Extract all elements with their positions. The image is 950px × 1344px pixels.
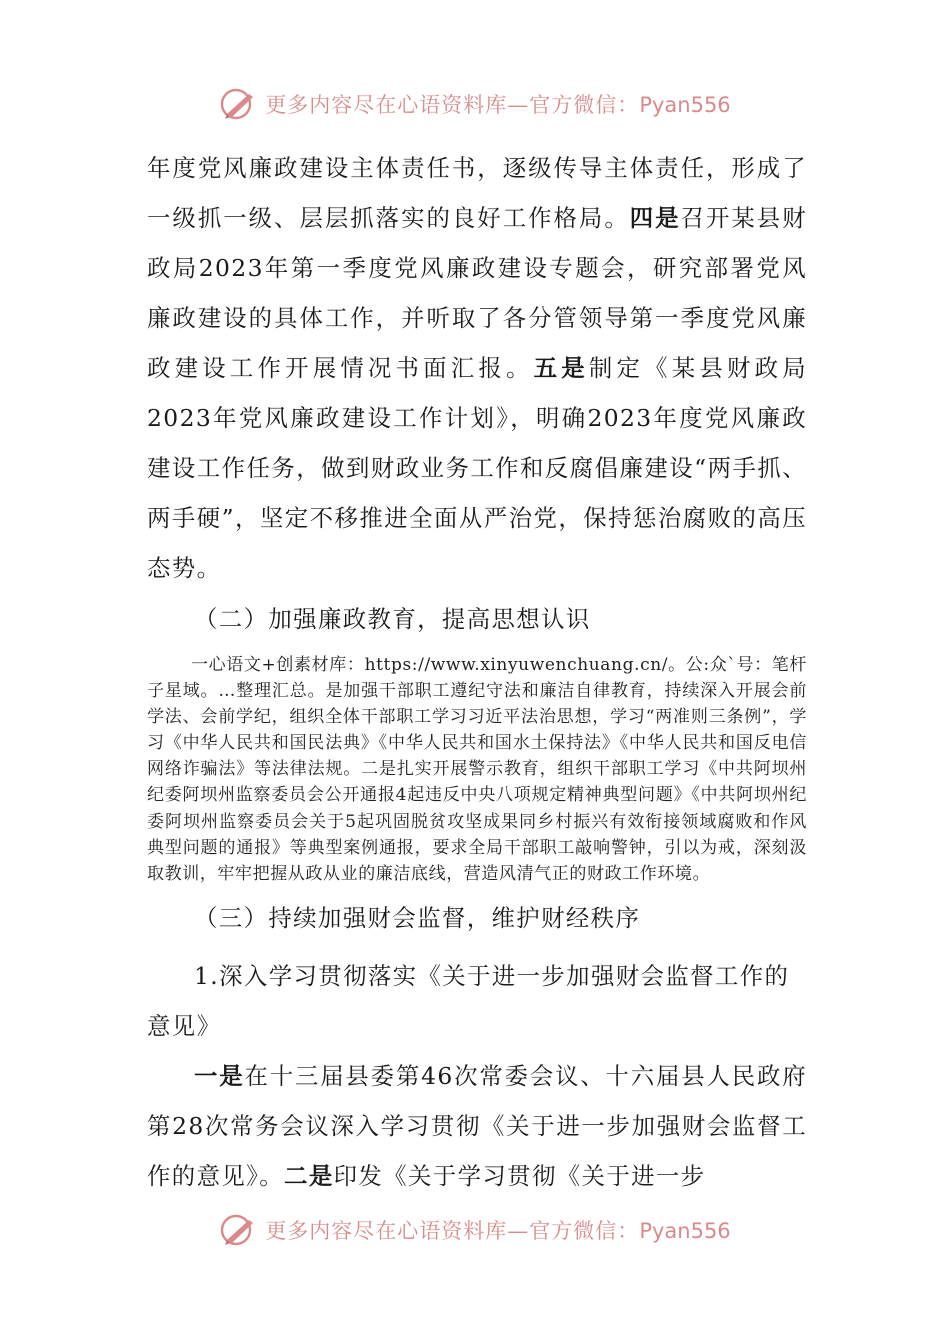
document-body	[147, 143, 807, 1201]
banner-text: 更多内容尽在心语资料库—官方微信：Pyan556	[265, 93, 731, 117]
pen-logo-icon	[219, 1212, 259, 1248]
section-heading-2: （二）加强廉政教育，提高思想认识	[194, 605, 591, 633]
subsection-heading-1: 1.深入学习贯彻落实《关于进一步加强财会监督工作的意见》	[147, 961, 790, 1040]
header-banner	[0, 84, 950, 124]
footer-banner	[0, 1210, 950, 1250]
section-heading-3: （三）持续加强财会监督，维护财经秩序	[194, 903, 641, 932]
paragraph-education: 一心语文+创素材库：https://www.xinyuwenchuang.cn/。公:众`号：笔杆子星域。…整理汇总。是加强干部职工遵纪守法和廉洁自律教育，持续深入开展会前学法、会前学纪，组织全体干部职工学习习近平法治思想，学习“两准则三条例”，学习《中华人民共和国民法典》《中华人民共和国水土保持法》《中华人民共和国反电信网络诈骗法》等法律法规。二是扎实开展警示教育，组织干部职工学习《中共阿坝州纪委阿坝州监察委员会公开通报4起违反中央八项规定精神典型问题》《中共阿坝州纪委阿坝州监察委员会关于5起巩固脱贫攻坚成果同乡村振兴有效衔接领域腐败和作风典型问题的通报》等典型案例通报，要求全局干部职工敲响警钟，引以为戒，深刻汲取教训，牢牢把握从政从业的廉洁底线，营造风清气正的财政工作环境。	[147, 655, 807, 884]
paragraph-supervision: 一是在十三届县委第46次常委会议、十六届县人民政府第28次常务会议深入学习贯彻《关于进一步加强财会监督工作的意见》。二是印发《关于学习贯彻《关于进一步	[147, 1061, 807, 1190]
banner-text: 更多内容尽在心语资料库—官方微信：Pyan556	[265, 1219, 731, 1243]
paragraph-responsibility: 年度党风廉政建设主体责任书，逐级传导主体责任，形成了一级抓一级、层层抓落实的良好工作格局。四是召开某县财政局2023年第一季度党风廉政建设专题会，研究部署党风廉政建设的具体工作，并听取了各分管领导第一季度党风廉政建设工作开展情况书面汇报。五是制定《某县财政局2023年党风廉政建设工作计划》，明确2023年度党风廉政建设工作任务，做到财政业务工作和反腐倡廉建设“两手抓、两手硬”，坚定不移推进全面从严治党，保持惩治腐败的高压态势。	[147, 154, 807, 582]
pen-logo-icon	[219, 86, 259, 122]
